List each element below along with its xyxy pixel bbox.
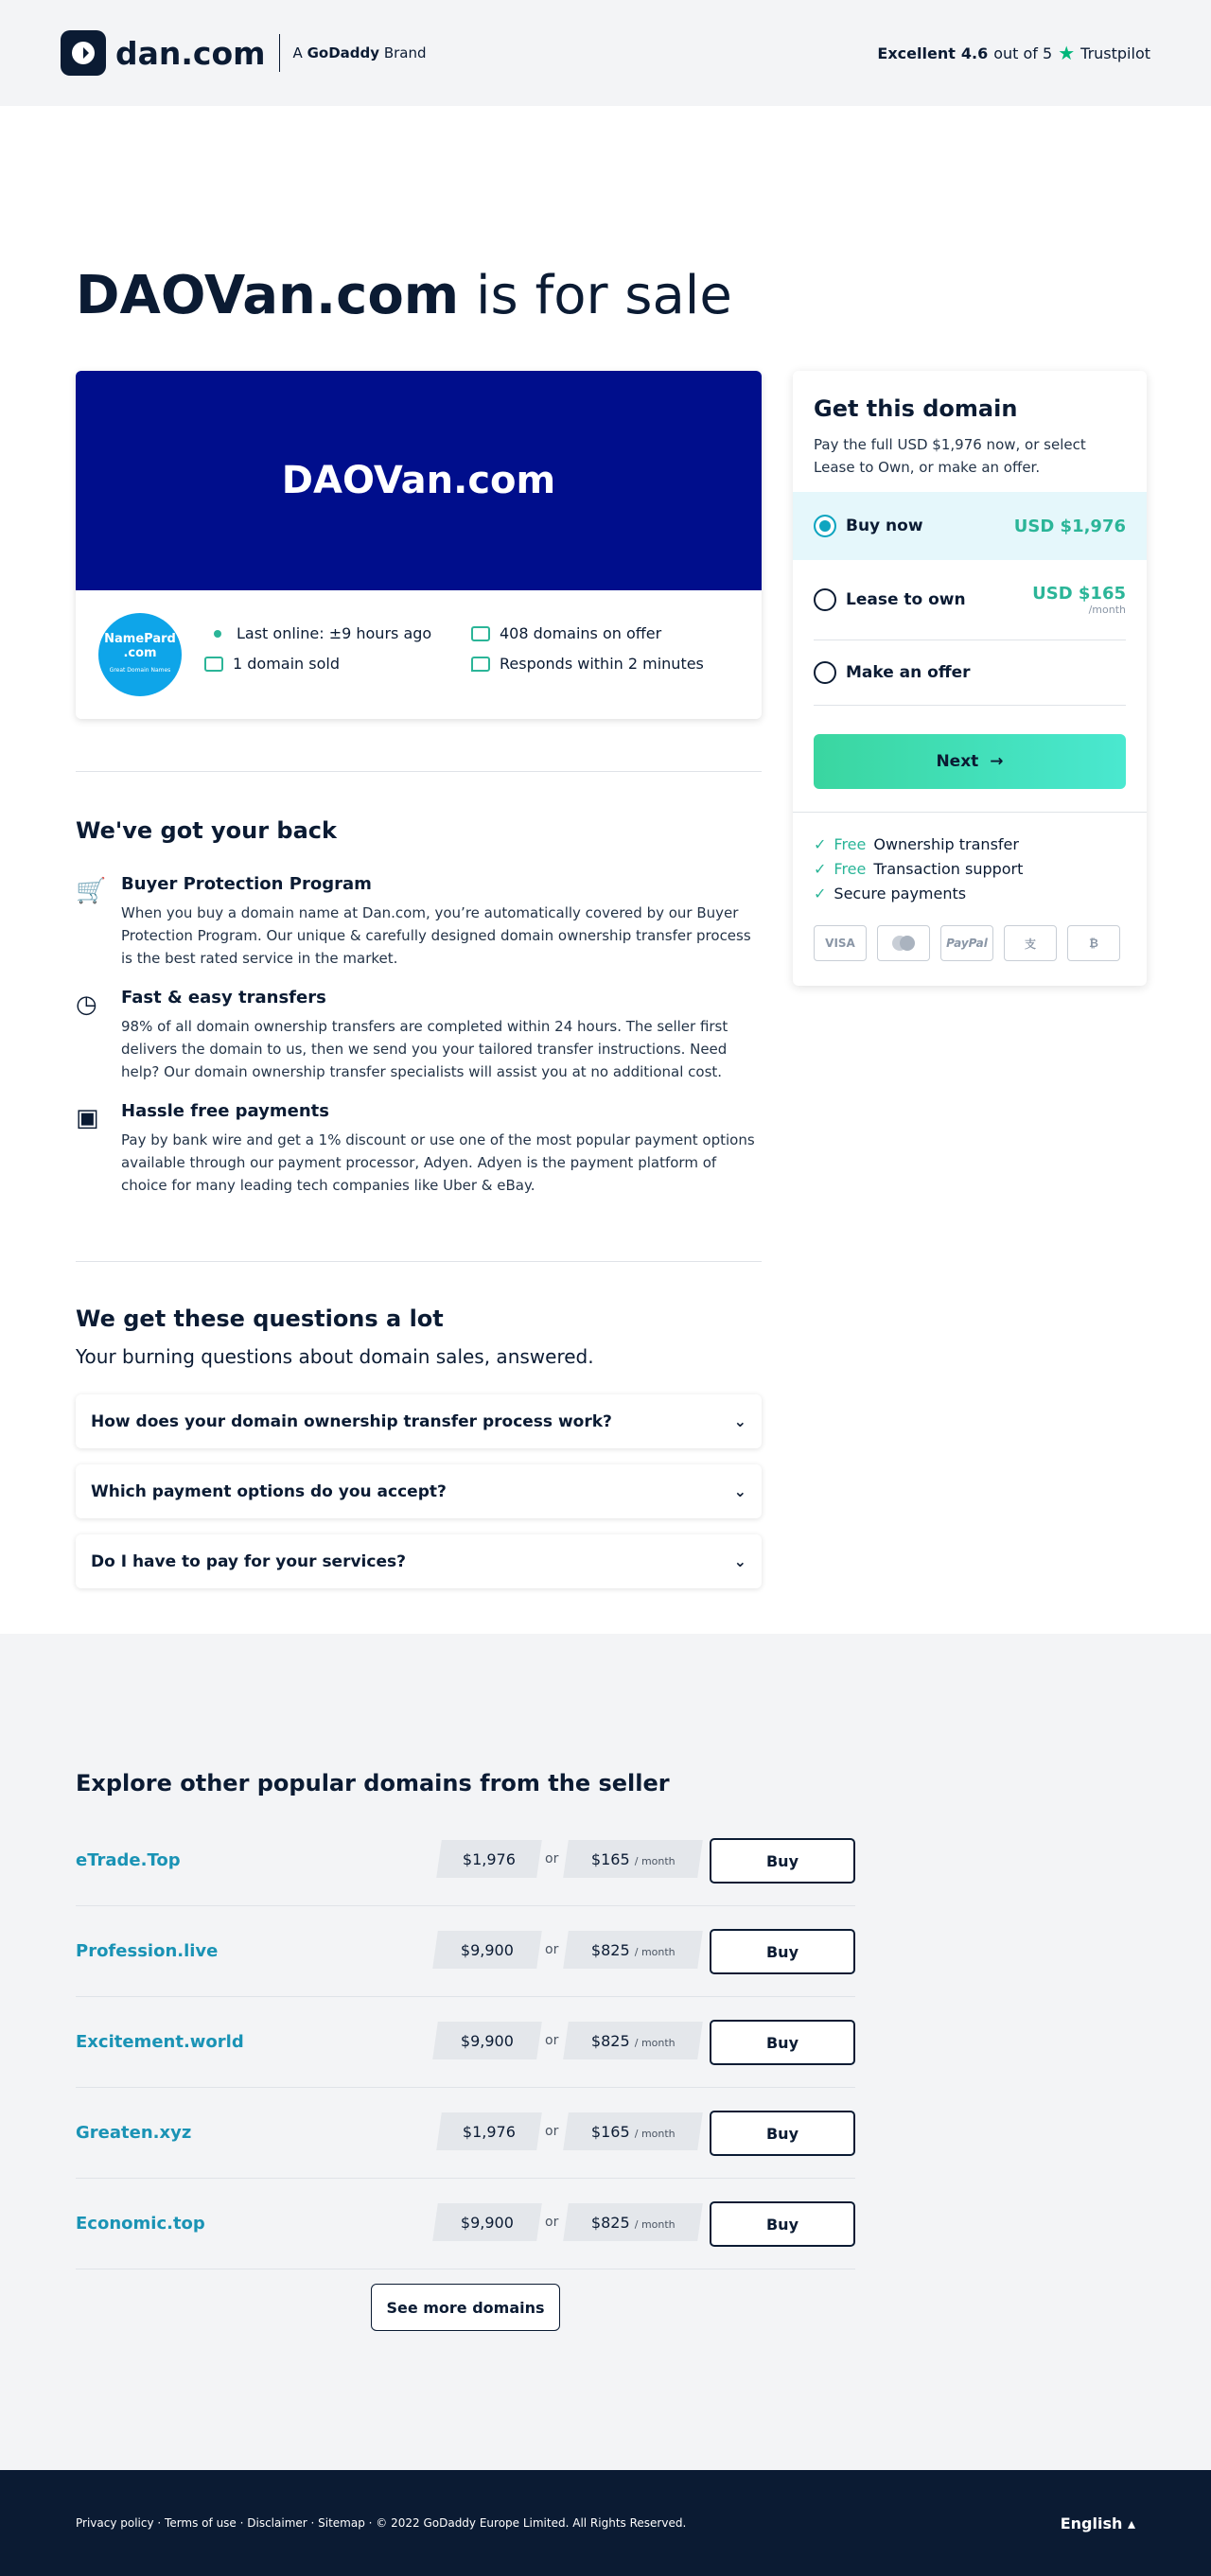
- faq-subtitle: Your burning questions about domain sales, answered.: [76, 1345, 594, 1368]
- faq-title: We get these questions a lot: [76, 1306, 444, 1332]
- buy-button[interactable]: Buy: [710, 2020, 855, 2065]
- domain-row: Greaten.xyz $1,976 or $165 / month Buy: [76, 2088, 855, 2179]
- check-icon: ✓: [814, 885, 827, 902]
- page-title: DAOVan.com is for sale: [76, 265, 732, 326]
- domain-link[interactable]: Economic.top: [76, 2214, 205, 2234]
- response-time: Responds within 2 minutes: [471, 655, 704, 673]
- domains-title: Explore other popular domains from the seller: [76, 1770, 670, 1796]
- perk-item: ✓ Free Transaction support: [814, 857, 1023, 882]
- last-online: Last online: ±9 hours ago: [208, 624, 431, 642]
- chevron-down-icon: ⌄: [733, 1412, 746, 1430]
- feature-buyer-protection: 🛒 Buyer Protection Program When you buy a domain name at Dan.com, you’re automatically covered by our Buyer Protection Program. Our unique & carefully designed domain ownership transfer process is the best rated service in the market.: [76, 874, 751, 967]
- arrow-right-icon: →: [990, 752, 1004, 771]
- perk-item: ✓ Secure payments: [814, 882, 1023, 906]
- seller-info: [76, 590, 762, 719]
- section-divider: [76, 1261, 762, 1262]
- money-icon: ▣: [76, 1104, 99, 1132]
- domain-monthly-price: $825 / month: [563, 2022, 703, 2059]
- perk-item: ✓ Free Ownership transfer: [814, 832, 1023, 857]
- faq-item[interactable]: How does your domain ownership transfer process work? ⌄: [76, 1394, 762, 1448]
- logo-text: dan.com: [115, 34, 266, 72]
- seller-avatar[interactable]: NamePard .com Great Domain Names: [98, 613, 182, 696]
- trustpilot-rating[interactable]: Excellent 4.6 out of 5 ★ Trustpilot: [877, 42, 1150, 64]
- online-dot-icon: [214, 630, 221, 638]
- panel-description: Pay the full USD $1,976 now, or select Lease to Own, or make an offer.: [814, 436, 1086, 476]
- main-content: [0, 106, 1211, 1634]
- footer-links[interactable]: Privacy policy · Terms of use · Disclaimer · Sitemap · © 2022 GoDaddy Europe Limited. All Rights Reserved.: [76, 2516, 687, 2530]
- faq-item[interactable]: Which payment options do you accept? ⌄: [76, 1464, 762, 1518]
- site-header: [0, 0, 1211, 106]
- check-icon: ✓: [814, 860, 827, 878]
- list-icon: [471, 626, 490, 641]
- perks-list: [814, 832, 1023, 906]
- brand-divider: [279, 34, 280, 72]
- bitcoin-icon: ₿: [1067, 925, 1120, 961]
- option-buy-now[interactable]: Buy now USD $1,976: [793, 492, 1147, 560]
- faq-item[interactable]: Do I have to pay for your services? ⌄: [76, 1534, 762, 1588]
- trustpilot-star-icon: ★: [1058, 42, 1076, 64]
- domain-link[interactable]: Profession.live: [76, 1941, 219, 1961]
- domain-monthly-price: $165 / month: [563, 1840, 703, 1878]
- radio-icon[interactable]: [814, 661, 836, 684]
- radio-selected-icon[interactable]: [814, 515, 836, 537]
- domain-row: Economic.top $9,900 or $825 / month Buy: [76, 2179, 855, 2269]
- domains-sold: 1 domain sold: [204, 655, 340, 673]
- domain-row: Excitement.world $9,900 or $825 / month Buy: [76, 1997, 855, 2088]
- buy-button[interactable]: Buy: [710, 2201, 855, 2247]
- domain-price: $9,900: [432, 1931, 542, 1969]
- domain-price: $1,976: [436, 1840, 542, 1878]
- card-icon: [204, 657, 223, 672]
- panel-title: Get this domain: [814, 395, 1018, 422]
- option-make-offer[interactable]: Make an offer: [793, 640, 1147, 705]
- payment-methods: [814, 925, 1120, 961]
- brand[interactable]: [61, 30, 427, 76]
- chat-icon: [471, 657, 490, 672]
- mastercard-icon: [877, 925, 930, 961]
- chevron-down-icon: ⌄: [733, 1552, 746, 1570]
- feature-payments: ▣ Hassle free payments Pay by bank wire and get a 1% discount or use one of the most popular payment options available through our payment processor, Adyen. Adyen is the payment platform of choice for many leading tech companies like Uber & eBay.: [76, 1101, 755, 1194]
- alipay-icon: 支: [1004, 925, 1057, 961]
- back-title: We've got your back: [76, 817, 337, 844]
- domain-monthly-price: $165 / month: [563, 2112, 703, 2150]
- domain-row: eTrade.Top $1,976 or $165 / month Buy: [76, 1815, 855, 1906]
- domain-row: Profession.live $9,900 or $825 / month Buy: [76, 1906, 855, 1997]
- domain-price: $9,900: [432, 2022, 542, 2059]
- paypal-icon: PayPal: [940, 925, 993, 961]
- domain-link[interactable]: Excitement.world: [76, 2032, 244, 2052]
- next-button[interactable]: Next →: [814, 734, 1126, 789]
- section-divider: [76, 771, 762, 772]
- domain-card: [76, 371, 762, 719]
- buy-button[interactable]: Buy: [710, 2111, 855, 2156]
- domain-link[interactable]: Greaten.xyz: [76, 2123, 192, 2143]
- radio-icon[interactable]: [814, 588, 836, 611]
- language-selector[interactable]: English ▴: [1060, 2514, 1135, 2532]
- cart-icon: 🛒: [76, 877, 107, 905]
- domain-link[interactable]: eTrade.Top: [76, 1850, 181, 1870]
- domain-monthly-price: $825 / month: [563, 2203, 703, 2241]
- chevron-down-icon: ⌄: [733, 1482, 746, 1500]
- clock-icon: ◷: [76, 990, 97, 1019]
- domain-price: $1,976: [436, 2112, 542, 2150]
- panel-divider: [793, 812, 1147, 813]
- visa-icon: VISA: [814, 925, 867, 961]
- option-lease-to-own[interactable]: Lease to own USD $165 /month: [793, 560, 1147, 640]
- purchase-panel: [793, 371, 1147, 986]
- dan-logo-icon: [61, 30, 106, 76]
- see-more-domains-button[interactable]: See more domains: [371, 2284, 560, 2331]
- domain-price: $9,900: [432, 2203, 542, 2241]
- godaddy-brand: A GoDaddy Brand: [292, 44, 427, 61]
- site-footer: [0, 2470, 1211, 2576]
- caret-up-icon: ▴: [1127, 2514, 1135, 2532]
- buy-button[interactable]: Buy: [710, 1838, 855, 1884]
- option-divider: [814, 705, 1126, 706]
- seller-domains-section: [0, 1634, 1211, 2470]
- check-icon: ✓: [814, 835, 827, 853]
- feature-fast-transfers: ◷ Fast & easy transfers 98% of all domain ownership transfers are completed within 24 hours. The seller first delivers the domain to us, then we send you your tailored transfer instructions. Need help? Our domain ownership transfer specialists will assist you at no additional cost.: [76, 988, 728, 1080]
- domain-monthly-price: $825 / month: [563, 1931, 703, 1969]
- buy-button[interactable]: Buy: [710, 1929, 855, 1974]
- hero-domain: DAOVan.com: [76, 371, 762, 590]
- domains-on-offer: 408 domains on offer: [471, 624, 661, 642]
- trustpilot-label: Trustpilot: [1080, 44, 1150, 62]
